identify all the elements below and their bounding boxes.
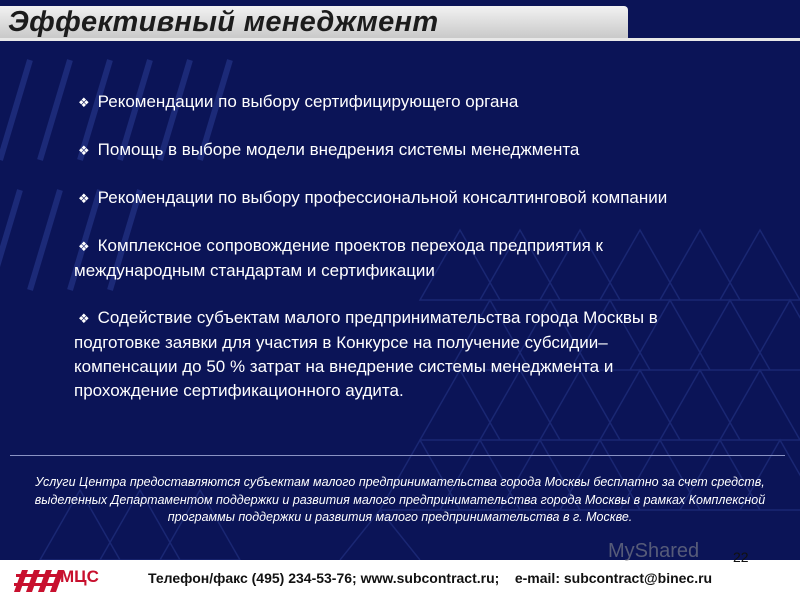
contact-info: Телефон/факс (495) 234-53-76; www.subcontract.ru; e-mail: subcontract@binec.ru: [148, 570, 713, 586]
page-title: Эффективный менеджмент: [8, 6, 439, 38]
diamond-bullet-icon: ❖: [78, 95, 90, 110]
footnote: Услуги Центра предоставляются субъектам малого предпринимательства города Москвы бесплатно за счет средств, выделенных Департаментом поддержки и развития малого предпринимательства города Москвы в рамках Комплексной программы поддержки и развития малого предпринимательства в г. Москве.: [34, 475, 766, 524]
watermark: MyShared: [608, 540, 700, 562]
list-item: [74, 138, 714, 163]
list-item: [74, 306, 714, 403]
diamond-bullet-icon: ❖: [78, 143, 90, 158]
title-bar: [0, 6, 628, 38]
bullet-text: Помощь в выборе модели внедрения системы менеджмента: [97, 140, 580, 159]
bullet-list: [74, 90, 714, 426]
bullet-text: Комплексное сопровождение проектов перехода предприятия к международным стандартам и сертификации: [74, 236, 603, 280]
list-item: [74, 234, 714, 283]
footer: [0, 560, 800, 600]
list-item: [74, 186, 714, 211]
page-number: 22: [733, 549, 749, 565]
diamond-bullet-icon: ❖: [78, 239, 90, 254]
bullet-text: Рекомендации по выбору сертифицирующего органа: [97, 92, 519, 111]
bullet-text: Содействие субъектам малого предпринимательства города Москвы в подготовке заявки для участия в Конкурсе на получение субсидии– компенсации до 50 % затрат на внедрение системы менеджмента и прохождение сертификационного аудита.: [74, 308, 658, 400]
list-item: [74, 90, 714, 115]
diamond-bullet-icon: ❖: [78, 311, 90, 326]
diamond-bullet-icon: ❖: [78, 191, 90, 206]
logo-text: МЦС: [60, 567, 99, 586]
divider: [10, 455, 785, 456]
bullet-text: Рекомендации по выбору профессиональной консалтинговой компании: [97, 188, 668, 207]
title-underline: [0, 38, 800, 41]
